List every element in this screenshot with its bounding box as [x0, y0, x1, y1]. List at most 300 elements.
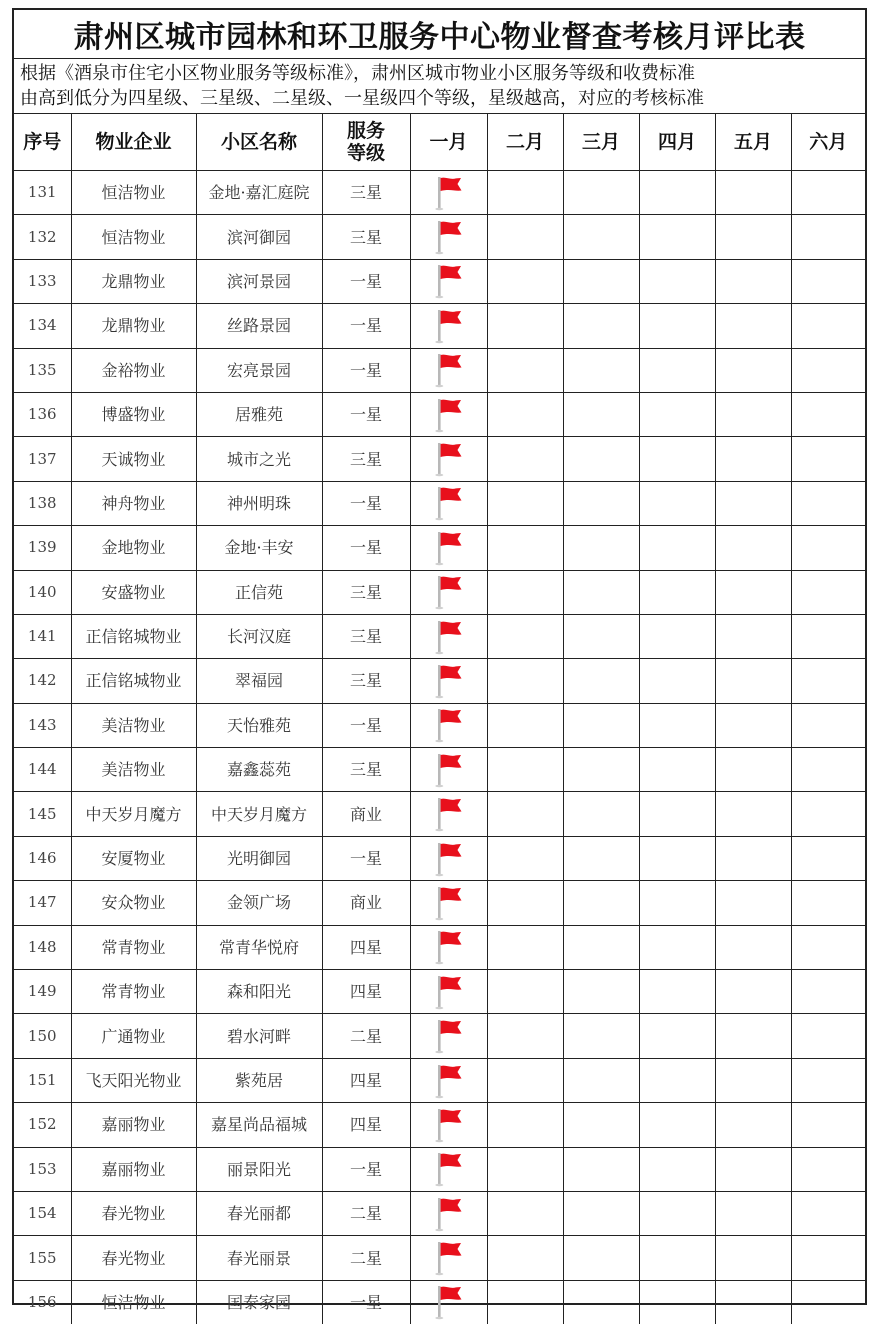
row-company: 金地物业 — [71, 526, 196, 570]
row-may-rating — [715, 392, 791, 436]
standards-note-line-2: 由高到低分为四星级、三星级、二星级、一星级四个等级，星级越高，对应的考核标准 — [20, 86, 859, 111]
row-index: 145 — [14, 792, 71, 836]
col-header-mar: 三月 — [563, 114, 639, 171]
table-row — [14, 881, 865, 925]
row-jan-rating — [410, 792, 487, 836]
row-jan-rating — [410, 481, 487, 525]
row-feb-rating — [487, 836, 563, 880]
row-jun-rating — [791, 392, 865, 436]
row-mar-rating — [563, 970, 639, 1014]
col-header-jun: 六月 — [791, 114, 865, 171]
table-body — [14, 171, 865, 1324]
table-row — [14, 1147, 865, 1191]
row-jun-rating — [791, 526, 865, 570]
red-flag-icon — [434, 841, 464, 877]
row-jan-rating — [410, 970, 487, 1014]
row-apr-rating — [639, 437, 715, 481]
row-grade: 一星 — [322, 259, 410, 303]
row-grade: 四星 — [322, 925, 410, 969]
red-flag-icon — [434, 1063, 464, 1099]
row-community: 国泰家园 — [196, 1280, 322, 1324]
row-may-rating — [715, 1147, 791, 1191]
row-grade: 四星 — [322, 1103, 410, 1147]
row-jan-rating — [410, 836, 487, 880]
row-jun-rating — [791, 748, 865, 792]
row-jun-rating — [791, 614, 865, 658]
row-jan-rating — [410, 614, 487, 658]
row-apr-rating — [639, 1103, 715, 1147]
table-row — [14, 259, 865, 303]
row-mar-rating — [563, 1058, 639, 1102]
row-apr-rating — [639, 1058, 715, 1102]
row-index: 135 — [14, 348, 71, 392]
row-index: 155 — [14, 1236, 71, 1280]
table-row — [14, 437, 865, 481]
row-may-rating — [715, 659, 791, 703]
row-apr-rating — [639, 925, 715, 969]
row-grade: 四星 — [322, 970, 410, 1014]
row-jan-rating — [410, 348, 487, 392]
row-jan-rating — [410, 748, 487, 792]
row-may-rating — [715, 1236, 791, 1280]
row-mar-rating — [563, 259, 639, 303]
row-grade: 一星 — [322, 348, 410, 392]
row-jun-rating — [791, 1058, 865, 1102]
row-mar-rating — [563, 703, 639, 747]
row-jun-rating — [791, 481, 865, 525]
row-jan-rating — [410, 925, 487, 969]
row-index: 140 — [14, 570, 71, 614]
row-community: 光明御园 — [196, 836, 322, 880]
row-feb-rating — [487, 1280, 563, 1324]
row-apr-rating — [639, 1147, 715, 1191]
row-index: 132 — [14, 215, 71, 259]
red-flag-icon — [434, 707, 464, 743]
row-feb-rating — [487, 171, 563, 215]
red-flag-icon — [434, 308, 464, 344]
row-community: 常青华悦府 — [196, 925, 322, 969]
col-header-apr: 四月 — [639, 114, 715, 171]
row-jan-rating — [410, 171, 487, 215]
row-company: 春光物业 — [71, 1236, 196, 1280]
table-row — [14, 570, 865, 614]
row-community: 丽景阳光 — [196, 1147, 322, 1191]
row-mar-rating — [563, 437, 639, 481]
row-mar-rating — [563, 392, 639, 436]
row-apr-rating — [639, 703, 715, 747]
row-community: 金地·嘉汇庭院 — [196, 171, 322, 215]
table-row — [14, 792, 865, 836]
row-apr-rating — [639, 215, 715, 259]
row-mar-rating — [563, 748, 639, 792]
row-company: 金裕物业 — [71, 348, 196, 392]
row-mar-rating — [563, 526, 639, 570]
table-row — [14, 1058, 865, 1102]
row-feb-rating — [487, 970, 563, 1014]
row-community: 城市之光 — [196, 437, 322, 481]
table-row — [14, 481, 865, 525]
row-feb-rating — [487, 1058, 563, 1102]
table-row — [14, 925, 865, 969]
row-apr-rating — [639, 659, 715, 703]
row-company: 神舟物业 — [71, 481, 196, 525]
row-jan-rating — [410, 215, 487, 259]
row-grade: 三星 — [322, 437, 410, 481]
row-apr-rating — [639, 481, 715, 525]
row-may-rating — [715, 570, 791, 614]
row-feb-rating — [487, 1147, 563, 1191]
row-grade: 三星 — [322, 570, 410, 614]
row-grade: 商业 — [322, 792, 410, 836]
row-company: 常青物业 — [71, 925, 196, 969]
row-feb-rating — [487, 748, 563, 792]
row-company: 天诚物业 — [71, 437, 196, 481]
row-apr-rating — [639, 881, 715, 925]
row-may-rating — [715, 970, 791, 1014]
row-jan-rating — [410, 259, 487, 303]
row-jun-rating — [791, 1280, 865, 1324]
row-grade: 一星 — [322, 1280, 410, 1324]
row-jan-rating — [410, 1147, 487, 1191]
red-flag-icon — [434, 219, 464, 255]
row-grade: 商业 — [322, 881, 410, 925]
red-flag-icon — [434, 530, 464, 566]
row-mar-rating — [563, 792, 639, 836]
row-community: 翠福园 — [196, 659, 322, 703]
row-community: 嘉鑫蕊苑 — [196, 748, 322, 792]
row-jun-rating — [791, 703, 865, 747]
row-mar-rating — [563, 659, 639, 703]
row-apr-rating — [639, 526, 715, 570]
col-header-grade — [322, 114, 410, 171]
row-grade: 三星 — [322, 215, 410, 259]
row-index: 138 — [14, 481, 71, 525]
row-grade: 二星 — [322, 1191, 410, 1235]
row-index: 148 — [14, 925, 71, 969]
row-company: 恒洁物业 — [71, 215, 196, 259]
col-header-community: 小区名称 — [196, 114, 322, 171]
row-may-rating — [715, 1280, 791, 1324]
row-feb-rating — [487, 304, 563, 348]
red-flag-icon — [434, 663, 464, 699]
standards-note-line-1: 根据《酒泉市住宅小区物业服务等级标准》，肃州区城市物业小区服务等级和收费标准 — [20, 61, 859, 86]
table-row — [14, 304, 865, 348]
col-header-grade-line-1: 服务 — [323, 120, 410, 142]
row-community: 天怡雅苑 — [196, 703, 322, 747]
table-row — [14, 614, 865, 658]
row-may-rating — [715, 1014, 791, 1058]
row-jun-rating — [791, 259, 865, 303]
col-header-jan: 一月 — [410, 114, 487, 171]
row-mar-rating — [563, 614, 639, 658]
row-may-rating — [715, 881, 791, 925]
row-community: 春光丽都 — [196, 1191, 322, 1235]
row-index: 147 — [14, 881, 71, 925]
row-apr-rating — [639, 1191, 715, 1235]
row-index: 146 — [14, 836, 71, 880]
row-may-rating — [715, 481, 791, 525]
row-jan-rating — [410, 1014, 487, 1058]
row-may-rating — [715, 748, 791, 792]
row-company: 安众物业 — [71, 881, 196, 925]
row-feb-rating — [487, 1236, 563, 1280]
red-flag-icon — [434, 752, 464, 788]
row-jun-rating — [791, 1147, 865, 1191]
col-header-grade-line-2: 等级 — [323, 142, 410, 164]
table-row — [14, 171, 865, 215]
row-company: 美洁物业 — [71, 703, 196, 747]
row-apr-rating — [639, 748, 715, 792]
row-mar-rating — [563, 1191, 639, 1235]
row-jun-rating — [791, 659, 865, 703]
row-company: 博盛物业 — [71, 392, 196, 436]
row-jun-rating — [791, 215, 865, 259]
table-row — [14, 836, 865, 880]
row-index: 150 — [14, 1014, 71, 1058]
row-jan-rating — [410, 570, 487, 614]
red-flag-icon — [434, 619, 464, 655]
row-company: 中天岁月魔方 — [71, 792, 196, 836]
row-may-rating — [715, 792, 791, 836]
row-may-rating — [715, 259, 791, 303]
header-row — [14, 114, 865, 171]
table-row — [14, 1191, 865, 1235]
row-mar-rating — [563, 1147, 639, 1191]
row-company: 正信铭城物业 — [71, 659, 196, 703]
row-community: 森和阳光 — [196, 970, 322, 1014]
red-flag-icon — [434, 485, 464, 521]
row-may-rating — [715, 348, 791, 392]
row-company: 广通物业 — [71, 1014, 196, 1058]
row-feb-rating — [487, 792, 563, 836]
row-community: 滨河景园 — [196, 259, 322, 303]
row-apr-rating — [639, 570, 715, 614]
red-flag-icon — [434, 352, 464, 388]
row-apr-rating — [639, 792, 715, 836]
row-community: 正信苑 — [196, 570, 322, 614]
row-jan-rating — [410, 1103, 487, 1147]
row-mar-rating — [563, 1014, 639, 1058]
row-index: 139 — [14, 526, 71, 570]
red-flag-icon — [434, 1018, 464, 1054]
row-index: 136 — [14, 392, 71, 436]
row-apr-rating — [639, 1236, 715, 1280]
col-header-index: 序号 — [14, 114, 71, 171]
row-grade: 三星 — [322, 614, 410, 658]
row-apr-rating — [639, 614, 715, 658]
row-community: 金地·丰安 — [196, 526, 322, 570]
row-may-rating — [715, 1191, 791, 1235]
row-index: 143 — [14, 703, 71, 747]
row-apr-rating — [639, 392, 715, 436]
row-feb-rating — [487, 481, 563, 525]
row-grade: 三星 — [322, 171, 410, 215]
row-jan-rating — [410, 881, 487, 925]
row-apr-rating — [639, 1014, 715, 1058]
row-may-rating — [715, 703, 791, 747]
row-grade: 一星 — [322, 1147, 410, 1191]
row-jun-rating — [791, 1191, 865, 1235]
row-index: 149 — [14, 970, 71, 1014]
row-community: 滨河御园 — [196, 215, 322, 259]
row-may-rating — [715, 925, 791, 969]
row-may-rating — [715, 304, 791, 348]
row-community: 春光丽景 — [196, 1236, 322, 1280]
row-index: 144 — [14, 748, 71, 792]
col-header-feb: 二月 — [487, 114, 563, 171]
row-company: 龙鼎物业 — [71, 259, 196, 303]
red-flag-icon — [434, 1284, 464, 1320]
row-feb-rating — [487, 925, 563, 969]
row-company: 龙鼎物业 — [71, 304, 196, 348]
row-grade: 三星 — [322, 659, 410, 703]
red-flag-icon — [434, 885, 464, 921]
row-company: 春光物业 — [71, 1191, 196, 1235]
row-company: 嘉丽物业 — [71, 1147, 196, 1191]
row-community: 居雅苑 — [196, 392, 322, 436]
row-feb-rating — [487, 259, 563, 303]
row-may-rating — [715, 1103, 791, 1147]
row-feb-rating — [487, 1103, 563, 1147]
row-jun-rating — [791, 1236, 865, 1280]
red-flag-icon — [434, 1151, 464, 1187]
row-apr-rating — [639, 348, 715, 392]
row-grade: 一星 — [322, 392, 410, 436]
row-company: 嘉丽物业 — [71, 1103, 196, 1147]
row-company: 常青物业 — [71, 970, 196, 1014]
row-index: 134 — [14, 304, 71, 348]
row-index: 151 — [14, 1058, 71, 1102]
row-feb-rating — [487, 881, 563, 925]
red-flag-icon — [434, 974, 464, 1010]
evaluation-sheet — [12, 8, 867, 1305]
row-jun-rating — [791, 570, 865, 614]
row-jun-rating — [791, 304, 865, 348]
row-mar-rating — [563, 348, 639, 392]
rating-table — [14, 114, 865, 1324]
row-community: 碧水河畔 — [196, 1014, 322, 1058]
table-row — [14, 748, 865, 792]
red-flag-icon — [434, 929, 464, 965]
row-mar-rating — [563, 215, 639, 259]
row-jan-rating — [410, 1058, 487, 1102]
row-jun-rating — [791, 925, 865, 969]
row-grade: 一星 — [322, 304, 410, 348]
row-mar-rating — [563, 1280, 639, 1324]
row-mar-rating — [563, 1236, 639, 1280]
red-flag-icon — [434, 397, 464, 433]
row-community: 嘉星尚品福城 — [196, 1103, 322, 1147]
col-header-company: 物业企业 — [71, 114, 196, 171]
row-jan-rating — [410, 392, 487, 436]
row-mar-rating — [563, 171, 639, 215]
row-jan-rating — [410, 437, 487, 481]
row-grade: 二星 — [322, 1236, 410, 1280]
row-index: 154 — [14, 1191, 71, 1235]
red-flag-icon — [434, 1196, 464, 1232]
row-grade: 一星 — [322, 836, 410, 880]
row-may-rating — [715, 437, 791, 481]
standards-note — [14, 59, 865, 114]
row-may-rating — [715, 171, 791, 215]
row-jan-rating — [410, 1280, 487, 1324]
row-index: 133 — [14, 259, 71, 303]
row-grade: 二星 — [322, 1014, 410, 1058]
row-apr-rating — [639, 304, 715, 348]
table-row — [14, 1103, 865, 1147]
row-apr-rating — [639, 836, 715, 880]
row-index: 137 — [14, 437, 71, 481]
row-index: 141 — [14, 614, 71, 658]
row-company: 正信铭城物业 — [71, 614, 196, 658]
table-row — [14, 659, 865, 703]
col-header-may: 五月 — [715, 114, 791, 171]
row-mar-rating — [563, 925, 639, 969]
row-jan-rating — [410, 526, 487, 570]
table-row — [14, 1280, 865, 1324]
row-community: 宏亮景园 — [196, 348, 322, 392]
row-grade: 一星 — [322, 526, 410, 570]
red-flag-icon — [434, 175, 464, 211]
row-jun-rating — [791, 792, 865, 836]
row-grade: 一星 — [322, 481, 410, 525]
row-jun-rating — [791, 970, 865, 1014]
table-row — [14, 526, 865, 570]
row-company: 恒洁物业 — [71, 171, 196, 215]
row-jan-rating — [410, 659, 487, 703]
row-community: 中天岁月魔方 — [196, 792, 322, 836]
row-apr-rating — [639, 259, 715, 303]
row-jan-rating — [410, 703, 487, 747]
row-community: 紫苑居 — [196, 1058, 322, 1102]
row-feb-rating — [487, 526, 563, 570]
row-jun-rating — [791, 348, 865, 392]
row-grade: 三星 — [322, 748, 410, 792]
table-row — [14, 1236, 865, 1280]
row-apr-rating — [639, 970, 715, 1014]
red-flag-icon — [434, 796, 464, 832]
row-mar-rating — [563, 1103, 639, 1147]
sheet-title: 肃州区城市园林和环卫服务中心物业督查考核月评比表 — [14, 10, 865, 59]
row-apr-rating — [639, 1280, 715, 1324]
row-jun-rating — [791, 437, 865, 481]
row-community: 金领广场 — [196, 881, 322, 925]
row-community: 丝路景园 — [196, 304, 322, 348]
row-jun-rating — [791, 836, 865, 880]
table-row — [14, 703, 865, 747]
red-flag-icon — [434, 1240, 464, 1276]
row-feb-rating — [487, 437, 563, 481]
row-feb-rating — [487, 659, 563, 703]
row-company: 安厦物业 — [71, 836, 196, 880]
row-feb-rating — [487, 215, 563, 259]
row-company: 美洁物业 — [71, 748, 196, 792]
row-may-rating — [715, 1058, 791, 1102]
row-may-rating — [715, 526, 791, 570]
row-jan-rating — [410, 304, 487, 348]
row-index: 131 — [14, 171, 71, 215]
row-feb-rating — [487, 614, 563, 658]
row-jan-rating — [410, 1191, 487, 1235]
row-feb-rating — [487, 570, 563, 614]
row-grade: 四星 — [322, 1058, 410, 1102]
row-jun-rating — [791, 171, 865, 215]
row-mar-rating — [563, 836, 639, 880]
red-flag-icon — [434, 263, 464, 299]
row-may-rating — [715, 836, 791, 880]
row-company: 飞天阳光物业 — [71, 1058, 196, 1102]
row-feb-rating — [487, 392, 563, 436]
